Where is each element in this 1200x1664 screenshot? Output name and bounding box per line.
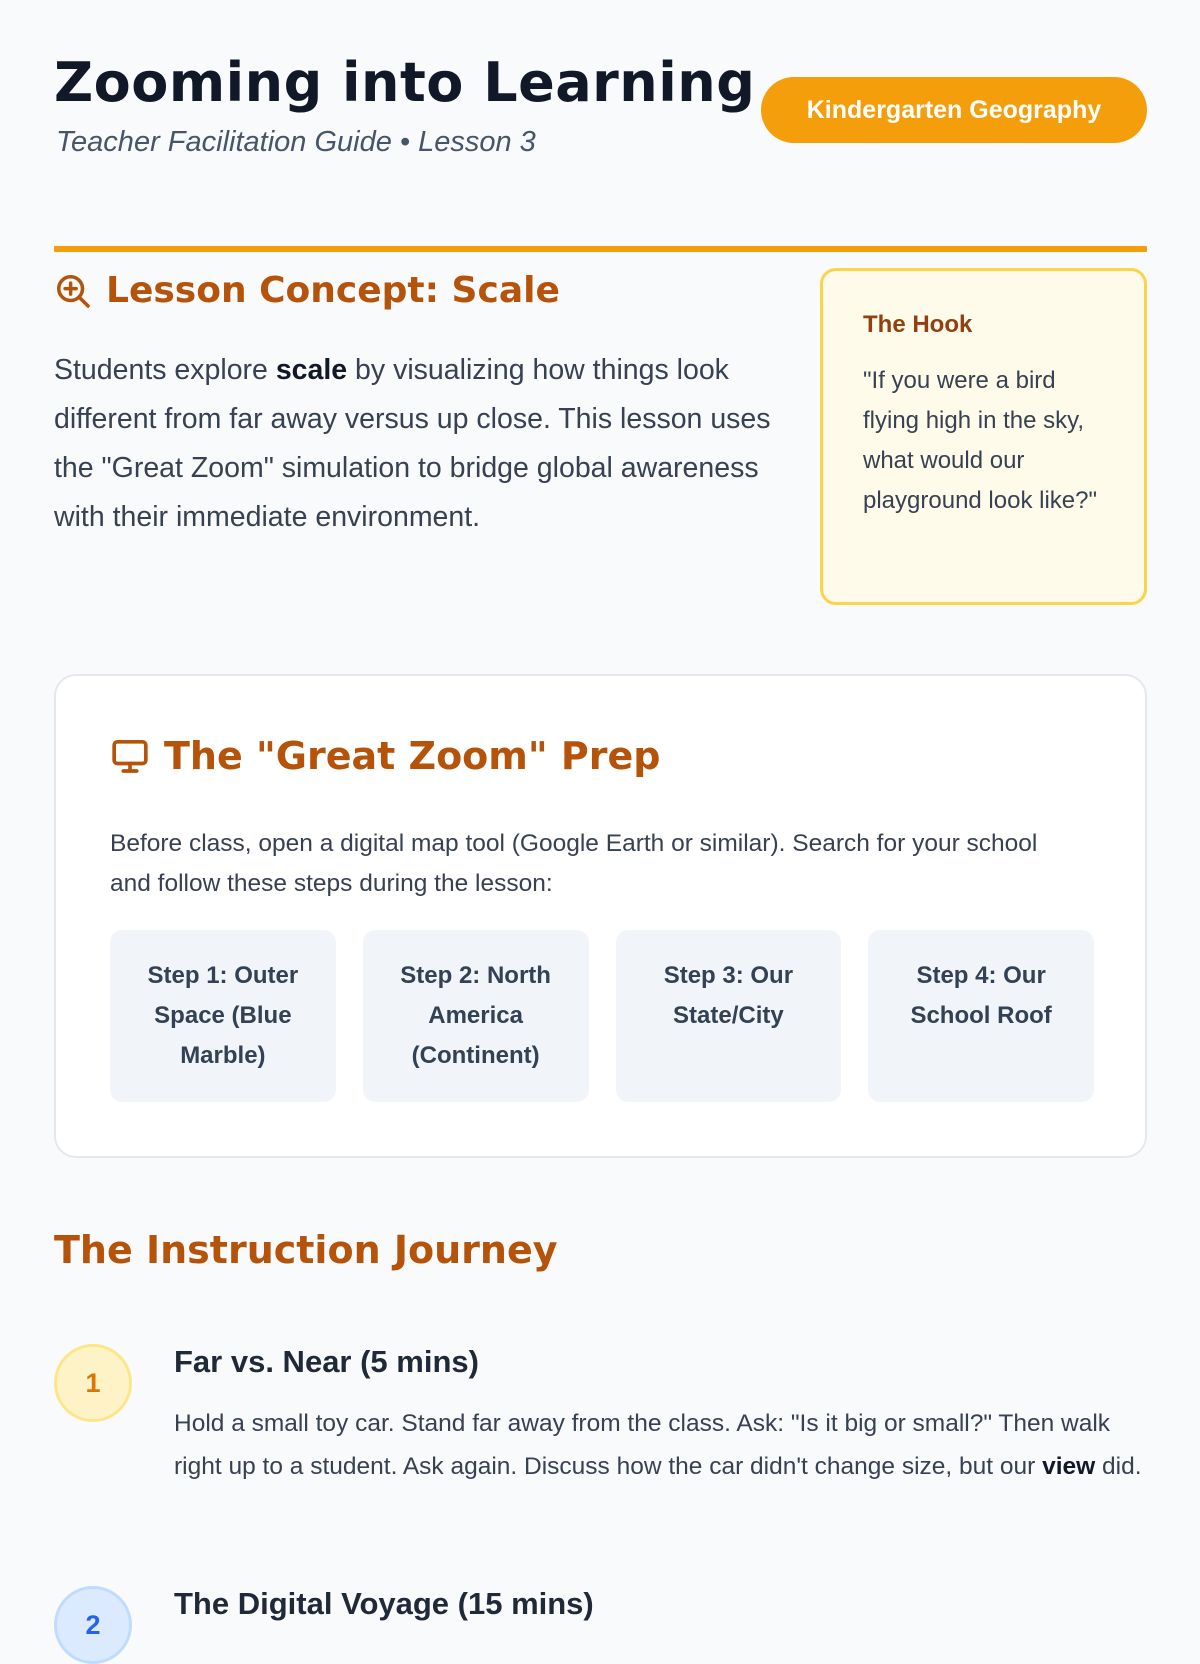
step-1-keyword: view xyxy=(1042,1453,1096,1480)
page-title: Zooming into Learning xyxy=(54,51,756,114)
step-1-text-end: did. xyxy=(1095,1453,1142,1480)
zoom-step-3: Step 3: Our State/City xyxy=(616,930,842,1102)
step-title-2: The Digital Voyage (15 mins) xyxy=(174,1586,594,1621)
header-divider xyxy=(54,246,1147,252)
step-description-1 xyxy=(174,1402,1154,1488)
step-title-1: Far vs. Near (5 mins) xyxy=(174,1344,479,1379)
concept-section xyxy=(54,268,1147,608)
concept-description xyxy=(54,346,774,542)
hook-title: The Hook xyxy=(863,311,973,338)
zoom-step-2: Step 2: North America (Continent) xyxy=(363,930,589,1102)
journey-heading: The Instruction Journey xyxy=(54,1228,558,1272)
concept-keyword: scale xyxy=(275,354,348,386)
concept-heading-text: Lesson Concept: Scale xyxy=(106,270,560,311)
prep-card xyxy=(54,674,1147,1158)
page-header xyxy=(54,52,1147,202)
prep-heading-text: The "Great Zoom" Prep xyxy=(164,734,661,778)
concept-body-start: Students explore xyxy=(54,354,276,386)
prep-instructions: Before class, open a digital map tool (Google Earth or similar). Search for your school and follow these steps during the lesson: xyxy=(110,830,1038,897)
prep-heading xyxy=(110,734,660,778)
hook-question: "If you were a bird flying high in the sky, what would our playground look like?" xyxy=(863,367,1097,514)
zoom-steps xyxy=(110,930,1094,1102)
zoom-step-4: Step 4: Our School Roof xyxy=(868,930,1094,1102)
grade-badge: Kindergarten Geography xyxy=(761,77,1147,143)
page-subtitle: Teacher Facilitation Guide • Lesson 3 xyxy=(56,126,536,158)
zoom-in-icon xyxy=(54,272,92,310)
step-1-text-start: Hold a small toy car. Stand far away from the class. Ask: "Is it big or small?" Then walk right up to a student. Ask again. Discuss how the car didn't change size, but our xyxy=(174,1410,1111,1480)
step-number-2: 2 xyxy=(54,1586,132,1664)
hook-callout xyxy=(820,268,1147,605)
concept-heading xyxy=(54,270,560,311)
zoom-step-1: Step 1: Outer Space (Blue Marble) xyxy=(110,930,336,1102)
monitor-icon xyxy=(110,736,150,776)
step-number-1: 1 xyxy=(54,1344,132,1422)
concept-body-end: by visualizing how things look different from far away versus up close. This lesson uses the "Great Zoom" simulation to bridge global awareness with their immediate environment. xyxy=(54,354,771,533)
